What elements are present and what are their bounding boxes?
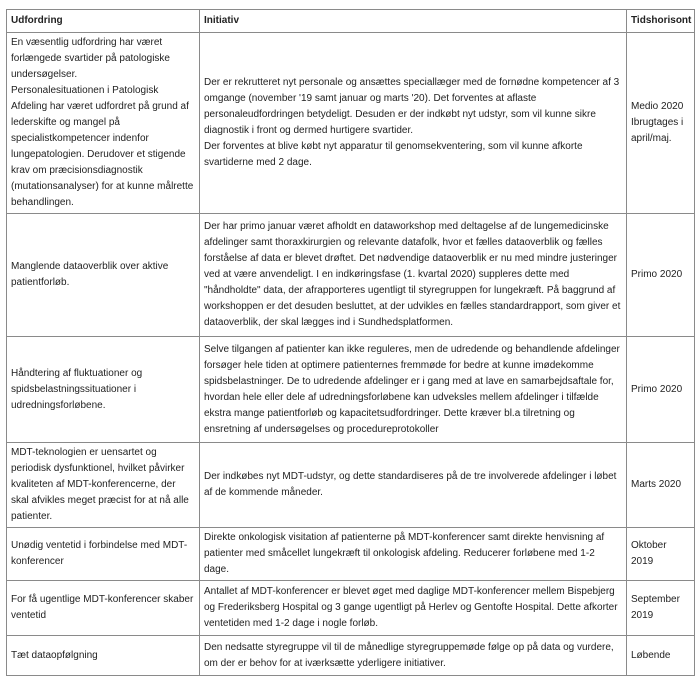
- header-challenge: Udfordring: [7, 10, 200, 33]
- challenge-cell: Manglende dataoverblik over aktive patientforløb.: [7, 214, 200, 337]
- initiative-cell: [200, 33, 627, 214]
- challenge-text: En væsentlig udfordring har været forlængede svartider på patologiske undersøgelser.: [11, 37, 170, 80]
- header-timeline: Tidshorisont: [627, 10, 695, 33]
- initiative-cell: Selve tilgangen af patienter kan ikke reguleres, men de udredende og behandlende afdelinger forsøger hele tiden at optimere patienternes fremmøde for bedre at kunne imødekomme spidsbelastninger. De to udredende afdelinger er i gang med at lave en samarbejdsaftale for, hvordan hele eller dele af udredningsforløbene kan udveksles mellem afdelinger i tilfælde ekstra mange patientforløb og kapacitetsudfordringer. Dette kræver bl.a tilretning og ensretning af undersøgelses og procedureprotokoller: [200, 337, 627, 443]
- initiative-cell: Der har primo januar været afholdt en dataworkshop med deltagelse af de lungemedicinske afdelinger samt thoraxkirurgien og relevante datafolk, hvor et fælles dataoverblik og fælles forståelse af data er blevet drøftet. Det nødvendige dataoverblik er nu med mindre justeringer ved at være anvendeligt. I en indkøringsfase (1. kvartal 2020) suppleres dette med "håndholdte" data, der afrapporteres ugentligt til styregruppen for lungekræft. På baggrund af workshoppen er det desuden besluttet, at der udvikles en fælles standardrapport, som giver et dataoverblik, der skal lægges ind i Sundhedsplatformen.: [200, 214, 627, 337]
- table-row: [7, 33, 695, 214]
- timeline-cell: Oktober 2019: [627, 528, 695, 581]
- initiative-cell: Direkte onkologisk visitation af patienterne på MDT-konferencer samt direkte henvisning af patienter med småcellet lungekræft til onkologisk afdeling. Reducerer forløbene med 1-2 dage.: [200, 528, 627, 581]
- challenge-cell: [7, 33, 200, 214]
- timeline-cell: Løbende: [627, 636, 695, 676]
- table-row: [7, 337, 695, 443]
- table-row: [7, 443, 695, 528]
- table-row: [7, 636, 695, 676]
- challenge-cell: Håndtering af fluktuationer og spidsbelastningssituationer i udredningsforløbene.: [7, 337, 200, 443]
- header-initiative: Initiativ: [200, 10, 627, 33]
- timeline-cell: Marts 2020: [627, 443, 695, 528]
- challenge-cell: For få ugentlige MDT-konferencer skaber ventetid: [7, 581, 200, 636]
- challenge-text: Personalesituationen i Patologisk Afdeling har været udfordret på grund af lederskifte og mangel på specialistkompetencer indenfor lungepatologien. Derudover et stigende krav om præcisionsdiagnostik (mutationsanalyser) for at kunne målrette behandlingen.: [11, 85, 194, 208]
- challenge-cell: Tæt dataopfølgning: [7, 636, 200, 676]
- initiative-text: Der er rekrutteret nyt personale og ansættes speciallæger med de fornødne kompetencer af 3 omgange (november '19 samt januar og marts '20). Det forventes at aflaste personaleudfordringen betydeligt. Desuden er der indkøbt nyt udstyr, som vil kunne sikre diagnostik i front og dermed hurtigere svartider.: [204, 77, 620, 136]
- initiative-cell: Der indkøbes nyt MDT-udstyr, og dette standardiseres på de tre involverede afdelinger i løbet af de kommende måneder.: [200, 443, 627, 528]
- header-row: [7, 10, 695, 33]
- timeline-cell: Primo 2020: [627, 214, 695, 337]
- table-row: [7, 581, 695, 636]
- challenge-cell: Unødig ventetid i forbindelse med MDT-konferencer: [7, 528, 200, 581]
- timeline-cell: September 2019: [627, 581, 695, 636]
- table-row: [7, 528, 695, 581]
- challenge-cell: MDT-teknologien er uensartet og periodisk dysfunktionel, hvilket påvirker kvaliteten af MDT-konferencerne, der skal afvikles meget præcist for at nå alle patienter.: [7, 443, 200, 528]
- table-row: [7, 214, 695, 337]
- initiative-cell: Den nedsatte styregruppe vil til de månedlige styregruppemøde følge op på data og vurdere, om der er behov for at iværksætte yderligere initiativer.: [200, 636, 627, 676]
- initiative-cell: Antallet af MDT-konferencer er blevet øget med daglige MDT-konferencer mellem Bispebjerg og Frederiksberg Hospital og 3 gange ugentligt på Herlev og Gentofte Hospital. Dette afkorter ventetiden med 1-2 dage i nogle forløb.: [200, 581, 627, 636]
- timeline-cell: Medio 2020 Ibrugtages i april/maj.: [627, 33, 695, 214]
- initiatives-table: [6, 9, 695, 676]
- timeline-cell: Primo 2020: [627, 337, 695, 443]
- initiative-text: Der forventes at blive købt nyt apparatur til genomsekventering, som vil kunne afkorte svartiderne med 2 dage.: [204, 141, 583, 168]
